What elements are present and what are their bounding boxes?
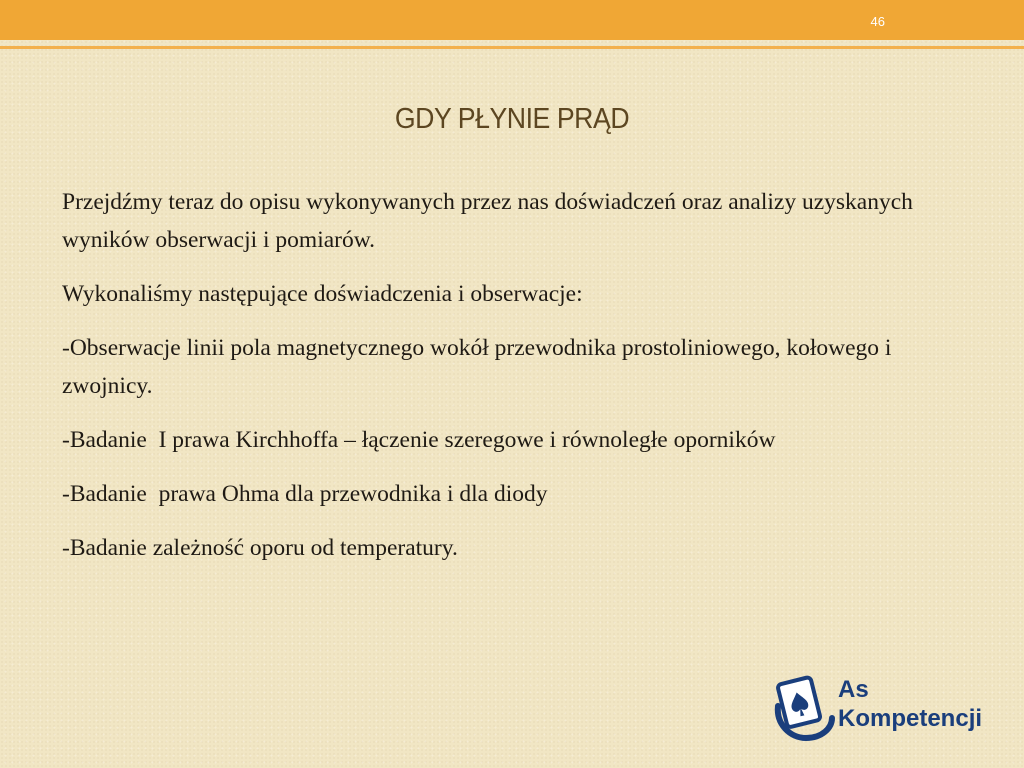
list-item: -Badanie I prawa Kirchhoffa – łączenie szeregowe i równoległe oporników bbox=[62, 427, 776, 453]
logo-text bbox=[838, 676, 982, 734]
list-item: -Obserwacje linii pola magnetycznego wokół przewodnika prostoliniowego, kołowego i zwojnicy. bbox=[62, 335, 898, 399]
slide-title: GDY PŁYNIE PRĄD bbox=[394, 103, 630, 135]
list-item: -Badanie prawa Ohma dla przewodnika i dla diody bbox=[62, 481, 548, 507]
paragraph-intro: Przejdźmy teraz do opisu wykonywanych przez nas doświadczeń oraz analizy uzyskanych wyników obserwacji i pomiarów. bbox=[62, 189, 919, 253]
slide-number: 46 bbox=[870, 14, 885, 29]
as-kompetencji-logo bbox=[770, 672, 1000, 748]
paragraph-experiments-heading: Wykonaliśmy następujące doświadczenia i obserwacje: bbox=[62, 281, 583, 307]
logo-line-1: As bbox=[838, 676, 869, 703]
top-accent-line bbox=[0, 46, 1024, 49]
playing-card-spade-icon bbox=[770, 672, 836, 742]
list-item: -Badanie zależność oporu od temperatury. bbox=[62, 535, 458, 561]
logo-line-2: Kompetencji bbox=[838, 705, 983, 732]
slide-body bbox=[62, 183, 962, 583]
